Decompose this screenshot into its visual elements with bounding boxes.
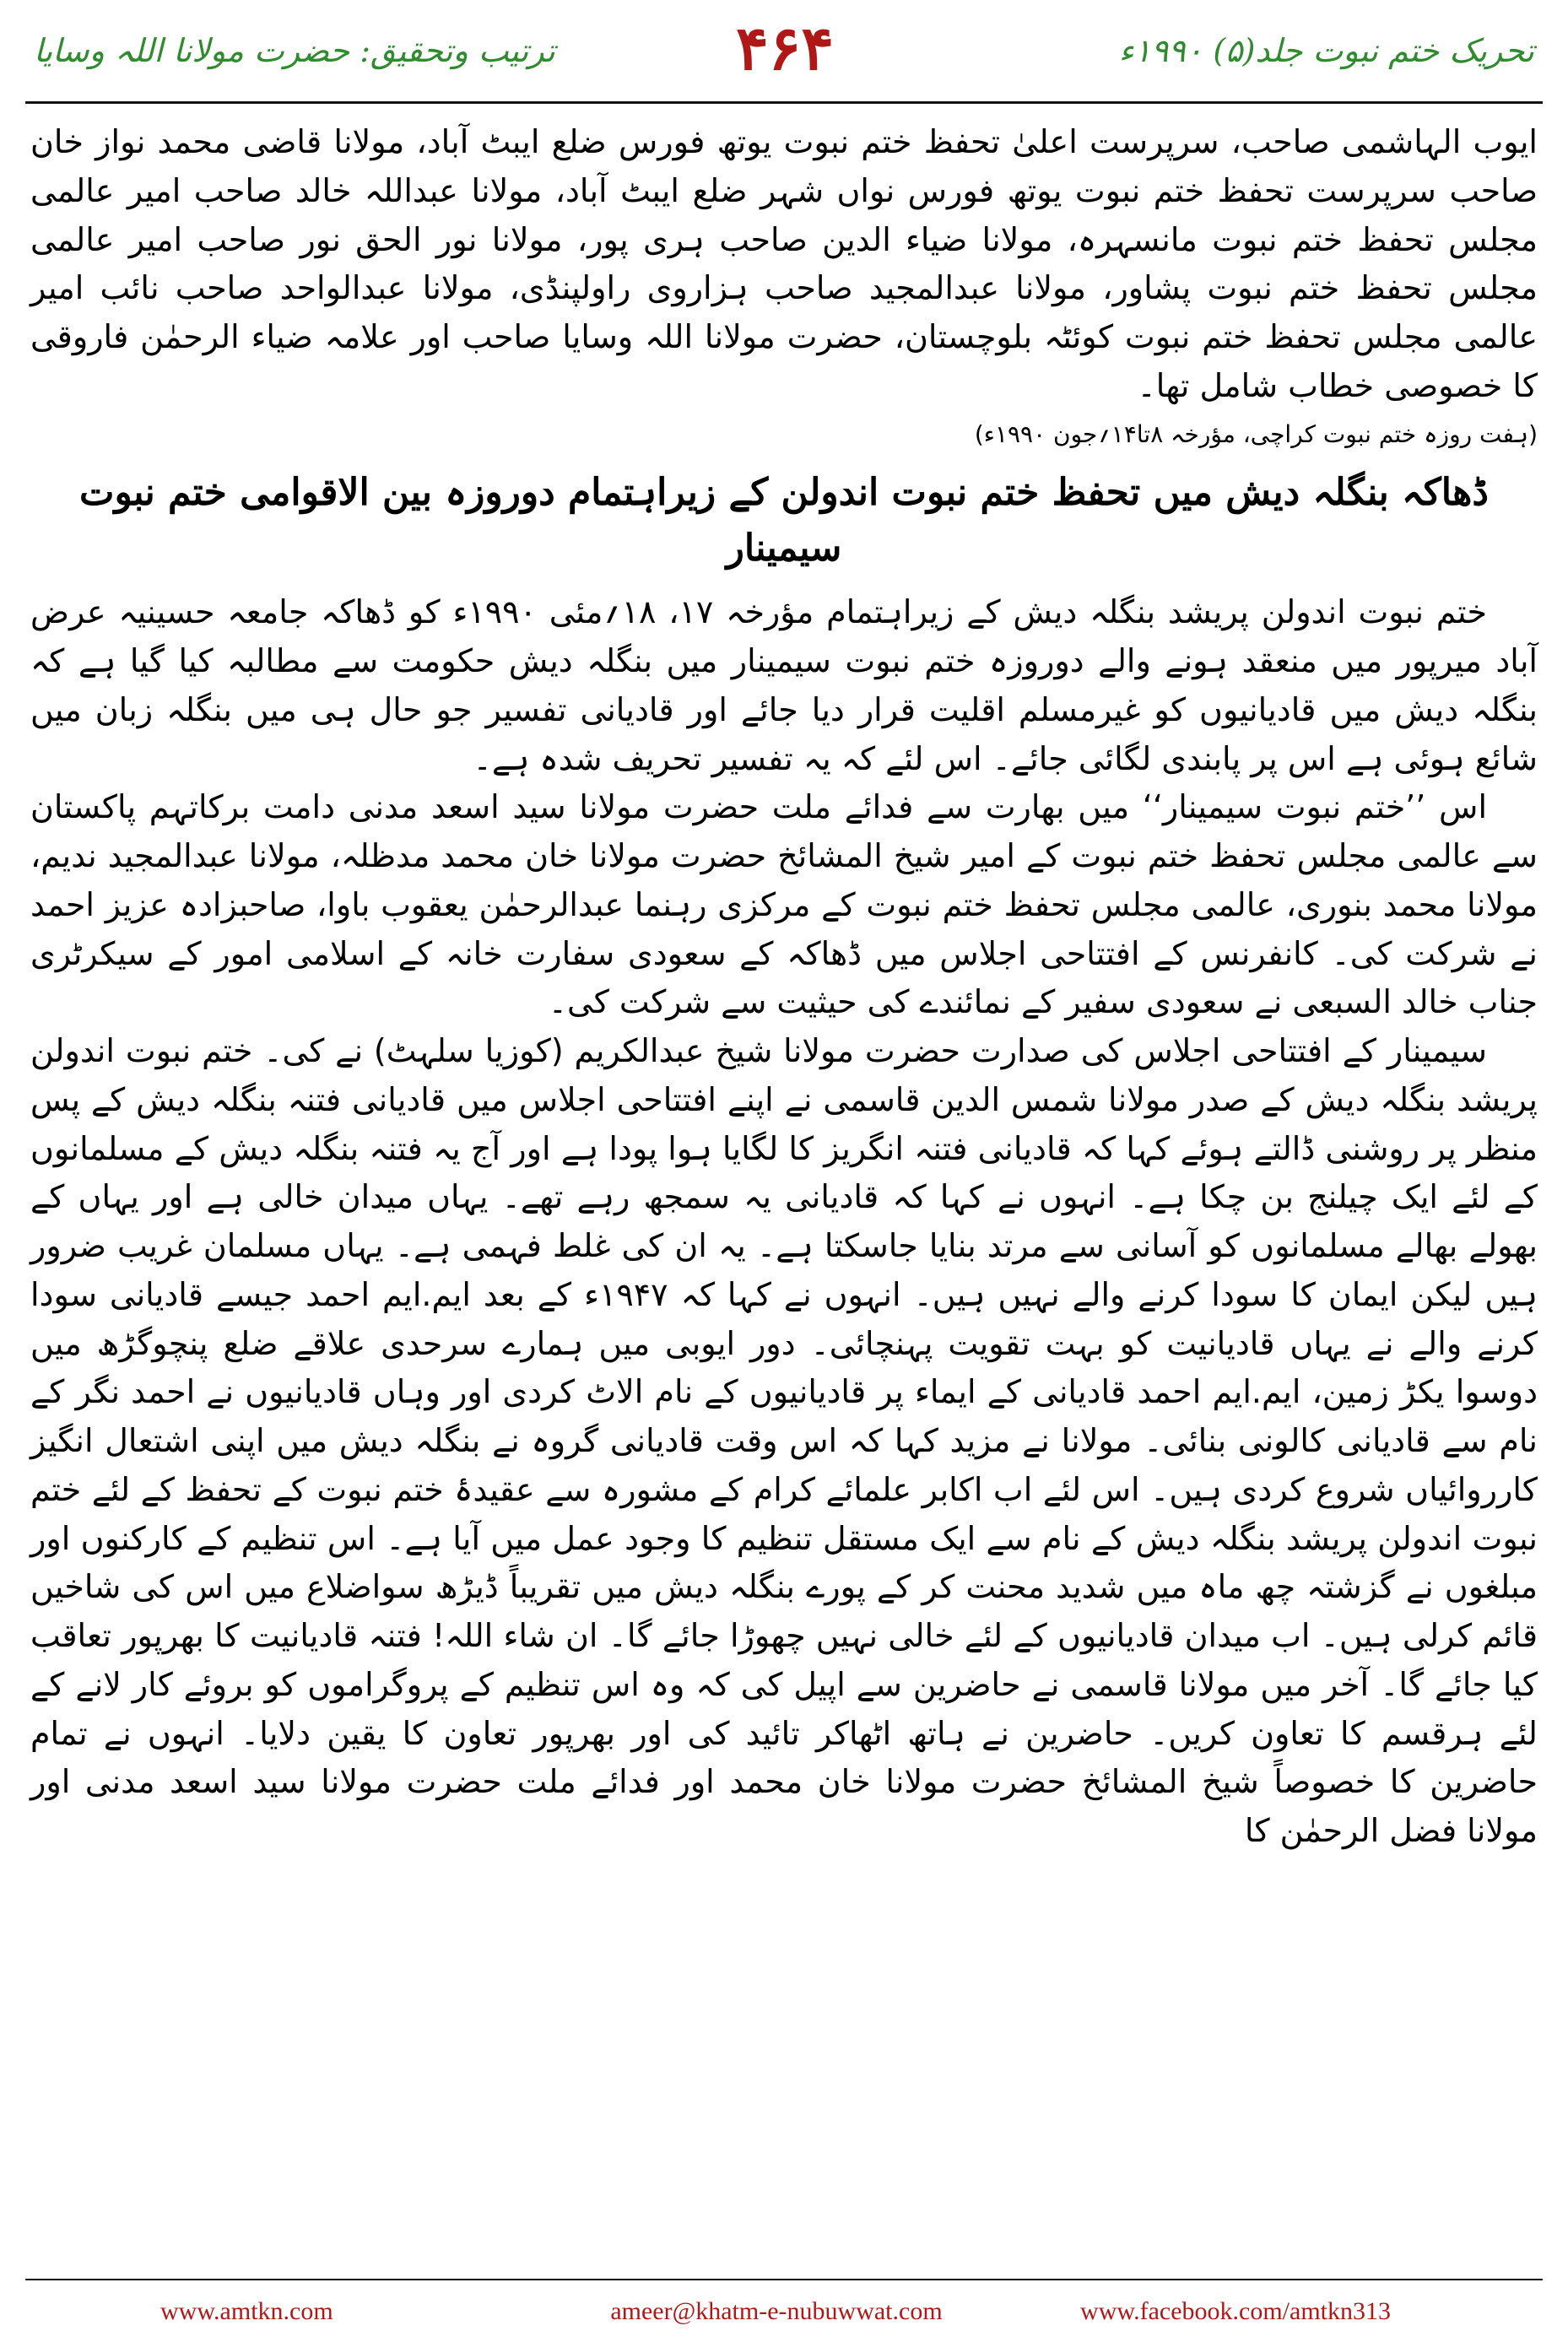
section-heading: ڈھاکہ بنگلہ دیش میں تحفظ ختم نبوت اندولن کے زیراہتمام دوروزہ بین الاقوامی ختم نبوت سیمینار	[79, 471, 1489, 571]
paragraph-3: سیمینار کے افتتاحی اجلاس کی صدارت حضرت مولانا شیخ عبدالکریم (کوزیا سلہٹ) نے کی۔ ختم نبوت اندولن پریشد بنگلہ دیش کے صدر مولانا شمس الدین قاسمی نے اپنے افتتاحی اجلاس میں قادیانی فتنہ بنگلہ دیش کے پس منظر پر روشنی ڈالتے ہوئے کہا کہ قادیانی فتنہ انگریز کا لگایا ہوا پودا ہے اور آج یہ فتنہ بنگلہ دیش کے مسلمانوں کے لئے ایک چیلنج بن چکا ہے۔ انہوں نے کہا کہ قادیانی یہ سمجھ رہے تھے۔ یہاں میدان خالی ہے اور یہاں کے بھولے بھالے مسلمانوں کو آسانی سے مرتد بنایا جاسکتا ہے۔ یہ ان کی غلط فہمی ہے۔ یہاں مسلمان غریب ضرور ہیں لیکن ایمان کا سودا کرنے والے نہیں ہیں۔ انہوں نے کہا کہ ۱۹۴۷ء کے بعد ایم.ایم احمد جیسے قادیانی سودا کرنے والے نے یہاں قادیانیت کو بہت تقویت پہنچائی۔ دور ایوبی میں ہمارے سرحدی علاقے ضلع پنچوگڑھ میں دوسوا یکڑ زمین، ایم.ایم احمد قادیانی کے ایماء پر قادیانیوں کے نام الاٹ کردی اور وہاں قادیانیوں نے احمد نگر کے نام سے قادیانی کالونی بنائی۔ مولانا نے مزید کہا کہ اس وقت قادیانی گروہ نے بنگلہ دیش میں اپنی اشتعال انگیز کارروائیاں شروع کردی ہیں۔ اس لئے اب اکابر علمائے کرام کے مشورہ سے عقیدۂ ختم نبوت کے تحفظ کے لئے ختم نبوت اندولن پریشد بنگلہ دیش کے نام سے ایک مستقل تنظیم کا وجود عمل میں آیا ہے۔ اس تنظیم کے کارکنوں اور مبلغوں نے گزشتہ چھ ماہ میں شدید محنت کر کے پورے بنگلہ دیش میں تقریباً ڈیڑھ سواضلاع میں اس کی شاخیں قائم کرلی ہیں۔ اب میدان قادیانیوں کے لئے خالی نہیں چھوڑا جائے گا۔ ان شاء اللہ! فتنہ قادیانیت کا بھرپور تعاقب کیا جائے گا۔ آخر میں مولانا قاسمی نے حاضرین سے اپیل کی کہ وہ اس تنظیم کے پروگراموں کو بروئے کار لانے کے لئے ہرقسم کا تعاون کریں۔ حاضرین نے ہاتھ اٹھاکر تائید کی اور بھرپور تعاون کا یقین دلایا۔ انہوں نے تمام حاضرین کا خصوصاً شیخ المشائخ حضرت مولانا خان محمد اور فدائے ملت حضرت مولانا سید اسعد مدنی اور مولانا فضل الرحمٰن کا	[30, 1032, 1538, 1850]
page-body	[30, 118, 1538, 2266]
page-number: ۴۶۴	[735, 12, 834, 84]
footer-website-link[interactable]: www.amtkn.com	[160, 2297, 333, 2325]
page-header	[0, 0, 1568, 110]
paragraph-1: ختم نبوت اندولن پریشد بنگلہ دیش کے زیراہتمام مؤرخہ ۱۷، ۱۸؍مئی ۱۹۹۰ء کو ڈھاکہ جامعہ حسینیہ عرض آباد میرپور میں منعقد ہونے والے دوروزہ ختم نبوت سیمینار میں بنگلہ دیش حکومت سے مطالبہ کیا گیا ہے کہ بنگلہ دیش میں قادیانیوں کو غیرمسلم اقلیت قرار دیا جائے اور قادیانی تفسیر جو حال ہی میں بنگلہ زبان میں شائع ہوئی ہے اس پر پابندی لگائی جائے۔ اس لئے کہ یہ تفسیر تحریف شدہ ہے۔	[30, 593, 1538, 777]
header-compiler-credit: ترتیب وتحقیق: حضرت مولانا اللہ وسایا	[34, 32, 555, 69]
paragraph-2: اس ’’ختم نبوت سیمینار‘‘ میں بھارت سے فدائے ملت حضرت مولانا سید اسعد مدنی دامت برکاتہم پاکستان سے عالمی مجلس تحفظ ختم نبوت کے امیر شیخ المشائخ حضرت مولانا خان محمد مدظلہ، مولانا عبدالمجید ندیم، مولانا محمد بنوری، عالمی مجلس تحفظ ختم نبوت کے مرکزی رہنما عبدالرحمٰن یعقوب باوا، صاحبزادہ عزیز احمد نے شرکت کی۔ کانفرنس کے افتتاحی اجلاس میں ڈھاکہ کے سعودی سفارت خانہ کے اسلامی امور کے سیکرٹری جناب خالد السبعی نے سعودی سفیر کے نمائندے کی حیثیت سے شرکت کی۔	[30, 788, 1538, 1021]
source-citation: (ہفت روزہ ختم نبوت کراچی، مؤرخہ ۸تا۱۴؍جون ۱۹۹۰ء)	[974, 419, 1538, 448]
footer-facebook-link[interactable]: www.facebook.com/amtkn313	[1080, 2297, 1391, 2325]
paragraph-intro: ایوب الہاشمی صاحب، سرپرست اعلیٰ تحفظ ختم نبوت یوتھ فورس ضلع ایبٹ آباد، مولانا قاضی محمد نواز خان صاحب سرپرست تحفظ ختم نبوت یوتھ فورس نواں شہر ضلع ایبٹ آباد، مولانا عبداللہ خالد صاحب امیر عالمی مجلس تحفظ ختم نبوت مانسہرہ، مولانا ضیاء الدین صاحب ہری پور، مولانا نور الحق نور صاحب امیر عالمی مجلس تحفظ ختم نبوت پشاور، مولانا عبدالمجید صاحب ہزاروی راولپنڈی، مولانا عبدالواحد صاحب نائب امیر عالمی مجلس تحفظ ختم نبوت کوئٹہ بلوچستان، حضرت مولانا اللہ وسایا صاحب اور علامہ ضیاء الرحمٰن فاروقی کا خصوصی خطاب شامل تھا۔	[30, 123, 1538, 404]
page-footer	[0, 2291, 1568, 2341]
footer-divider	[25, 2279, 1543, 2280]
header-divider	[25, 101, 1543, 104]
header-book-title: تحریک ختم نبوت جلد(۵) ۱۹۹۰ء	[1118, 32, 1534, 69]
footer-email-link[interactable]: ameer@khatm-e-nubuwwat.com	[610, 2297, 943, 2325]
